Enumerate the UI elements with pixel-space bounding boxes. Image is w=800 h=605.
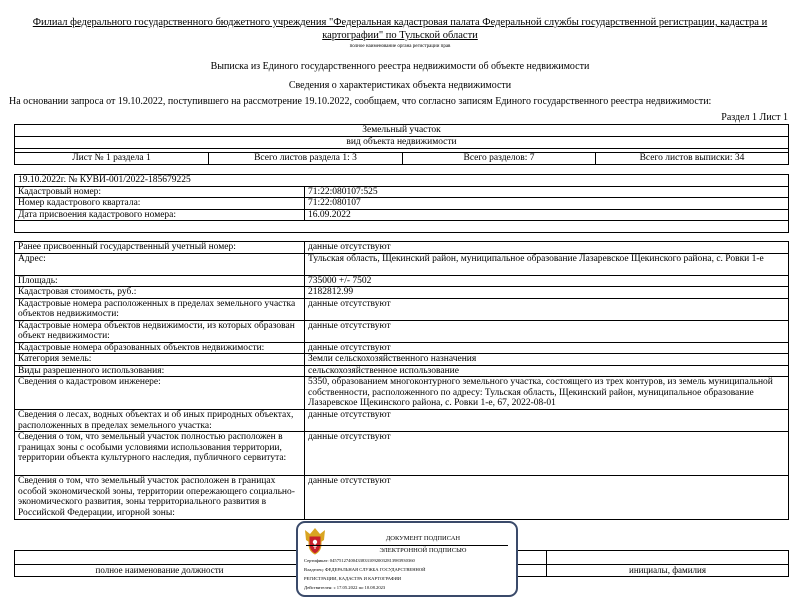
stamp-title: ДОКУМЕНТ ПОДПИСАН: [385, 535, 461, 542]
field-label: Сведения о том, что земельный участок полностью расположен в границах зоны с особыми условиями использования территории, территории объекта культурного наследия, публичного сервитута:: [15, 432, 305, 476]
table-row: [15, 432, 789, 476]
table-row: [15, 320, 789, 342]
record-number: 19.10.2022г. № КУВИ-001/2022-185679225: [15, 175, 789, 187]
field-value: данные отсутствуют: [305, 242, 789, 254]
field-label: Дата присвоения кадастрового номера:: [15, 209, 305, 221]
stamp-validity: Действителен: с 17.05.2022 по 10.08.2023: [304, 585, 386, 590]
stamp-owner-line-1: Владелец: ФЕДЕРАЛЬНАЯ СЛУЖБА ГОСУДАРСТВЕННОЙ: [304, 567, 426, 572]
document-subtitle: Сведения о характеристиках объекта недвижимости: [288, 80, 512, 91]
section-label: Раздел 1 Лист 1: [721, 112, 788, 123]
signature-position-cell: [15, 551, 305, 565]
field-label: Сведения о лесах, водных объектах и об иных природных объектах, расположенных в пределах земельного участка:: [15, 410, 305, 432]
field-label: Кадастровый номер:: [15, 186, 305, 198]
sheet-number: Лист № 1 раздела 1: [15, 153, 209, 165]
table-row: [15, 242, 789, 254]
spacer-row: [15, 221, 789, 233]
field-value: Земли сельскохозяйственного назначения: [305, 354, 789, 366]
table-row: [15, 377, 789, 410]
electronic-signature-stamp: [296, 521, 518, 597]
field-label: Площадь:: [15, 275, 305, 287]
field-value: данные отсутствуют: [305, 298, 789, 320]
coat-of-arms-icon: [302, 526, 328, 556]
field-label: Ранее присвоенный государственный учетный номер:: [15, 242, 305, 254]
table-row: [15, 354, 789, 366]
field-label: Кадастровые номера образованных объектов недвижимости:: [15, 342, 305, 354]
field-value: Тульская область, Щекинский район, муниципальное образование Лазаревское Щекинского района, с. Ровки 1-е: [305, 253, 789, 275]
details-table: [14, 241, 789, 520]
field-value: сельскохозяйственное использование: [305, 365, 789, 377]
field-label: Виды разрешенного использования:: [15, 365, 305, 377]
organization-name: [20, 16, 780, 42]
field-value: 16.09.2022: [305, 209, 789, 221]
signature-name-cell: [547, 551, 789, 565]
field-label: Кадастровые номера объектов недвижимости, из которых образован объект недвижимости:: [15, 320, 305, 342]
table-row: [15, 365, 789, 377]
stamp-subtitle: ЭЛЕКТРОННОЙ ПОДПИСЬЮ: [379, 547, 467, 554]
table-row: [15, 198, 789, 210]
field-value: данные отсутствуют: [305, 476, 789, 520]
stamp-certificate: Сертификат: 0457512740043383310920032813983930360: [304, 558, 415, 563]
field-value: 71:22:080107:525: [305, 186, 789, 198]
object-header-table: [14, 124, 789, 165]
stamp-divider: [306, 545, 508, 546]
field-label: Сведения о кадастровом инженере:: [15, 377, 305, 410]
field-value: 2182812.99: [305, 287, 789, 299]
field-label: Кадастровая стоимость, руб.:: [15, 287, 305, 299]
table-row: [15, 410, 789, 432]
cadastral-table: [14, 174, 789, 233]
section-count: Всего разделов: 7: [403, 153, 596, 165]
document-title: Выписка из Единого государственного реестра недвижимости об объекте недвижимости: [210, 61, 590, 72]
section-sheet-count: Всего листов раздела 1: 3: [209, 153, 403, 165]
organization-caption: полное наименование органа регистрации прав: [349, 44, 451, 49]
field-label: Категория земель:: [15, 354, 305, 366]
field-label: Сведения о том, что земельный участок расположен в границах особой экономической зоны, территории опережающего социально-экономического развития, зоны территориального развития в Российской Федерации, игорной зоны:: [15, 476, 305, 520]
basis-text: На основании запроса от 19.10.2022, поступившего на рассмотрение 19.10.2022, сообщаем, что согласно записям Единого государственного реестра недвижимости:: [9, 96, 712, 107]
table-row: [15, 253, 789, 275]
field-label: Номер кадастрового квартала:: [15, 198, 305, 210]
table-row: [15, 186, 789, 198]
field-value: данные отсутствуют: [305, 342, 789, 354]
name-caption: инициалы, фамилия: [547, 565, 789, 577]
field-value: данные отсутствуют: [305, 432, 789, 476]
table-row: [15, 287, 789, 299]
field-label: Кадастровые номера расположенных в пределах земельного участка объектов недвижимости:: [15, 298, 305, 320]
table-row: [15, 476, 789, 520]
field-value: данные отсутствуют: [305, 320, 789, 342]
field-value: 5350, образованием многоконтурного земельного участка, состоящего из трех контуров, из земель муниципальной собственности, расположенного по адресу: Тульская область, Щекинский район, муниципальное образование Лазаревское Щекинского района, с. Ровки 1-е, 67, 2022-08-01: [305, 377, 789, 410]
object-type-caption: вид объекта недвижимости: [15, 137, 789, 149]
organization-line-2: картографии" по Тульской области: [322, 30, 478, 41]
extract-sheet-count: Всего листов выписки: 34: [596, 153, 789, 165]
stamp-owner-line-2: РЕГИСТРАЦИИ, КАДАСТРА И КАРТОГРАФИИ: [304, 576, 402, 581]
position-caption: полное наименование должности: [15, 565, 305, 577]
table-row: [15, 275, 789, 287]
table-row: [15, 209, 789, 221]
field-value: 735000 +/- 7502: [305, 275, 789, 287]
field-label: Адрес:: [15, 253, 305, 275]
organization-line-1: Филиал федерального государственного бюджетного учреждения "Федеральная кадастровая палата Федеральной службы государственной регистрации, кадастра и: [32, 17, 768, 28]
object-type: Земельный участок: [15, 125, 789, 137]
field-value: 71:22:080107: [305, 198, 789, 210]
field-value: данные отсутствуют: [305, 410, 789, 432]
table-row: [15, 342, 789, 354]
table-row: [15, 298, 789, 320]
